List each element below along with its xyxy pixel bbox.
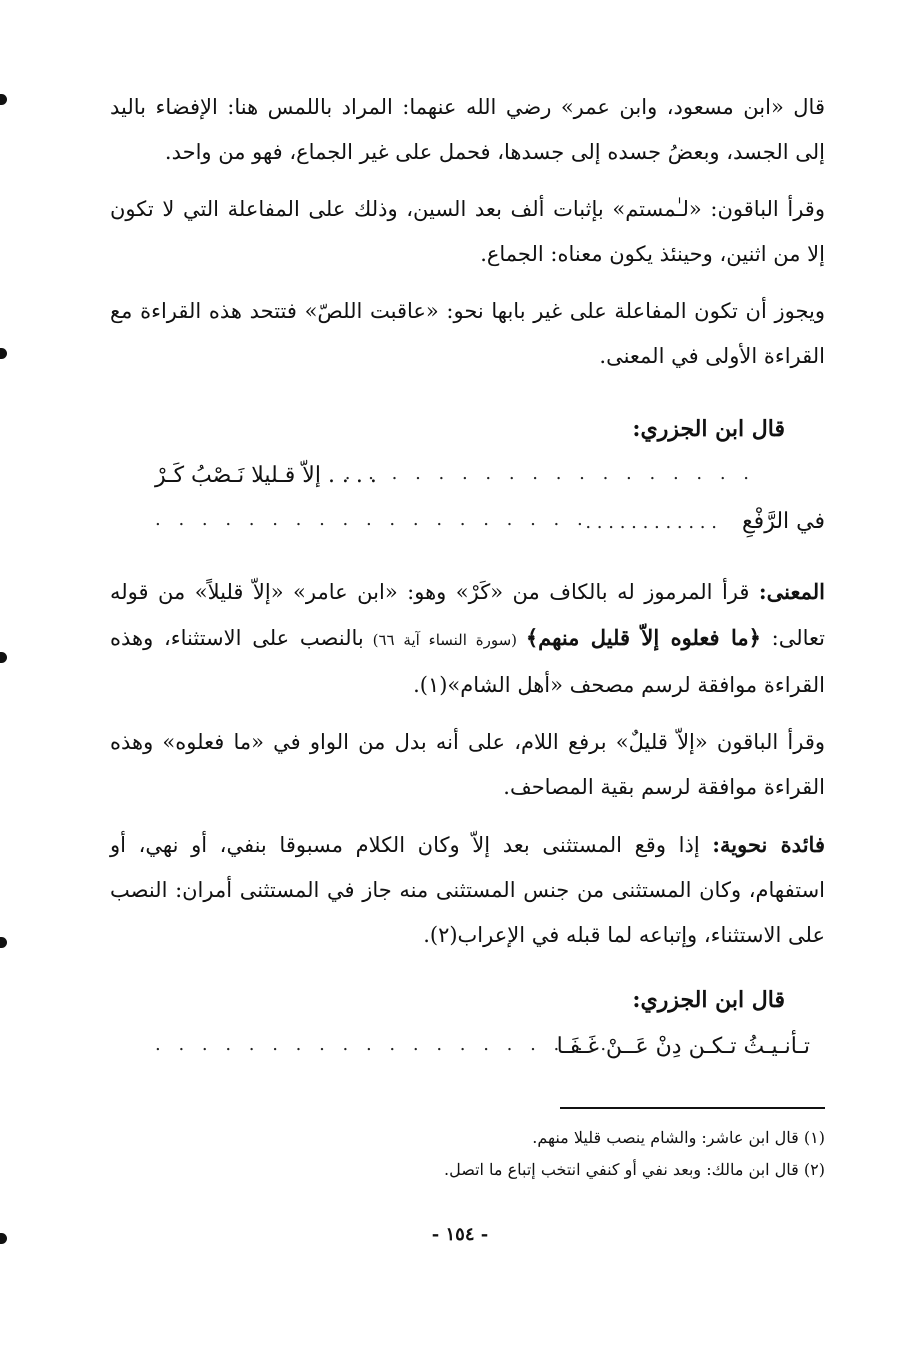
scan-edge-mark bbox=[0, 348, 7, 359]
meaning-label: المعنى: bbox=[758, 579, 825, 604]
paragraph: قال «ابن مسعود، وابن عمر» رضي الله عنهما: المراد باللمس هنا: الإفضاء باليد إلى الجسد، وبعضُ جسده إلى جسدها، فحمل على غير الجماع، فهو من واحد. bbox=[110, 95, 825, 164]
verse-line bbox=[110, 463, 825, 505]
footnotes bbox=[265, 1122, 825, 1186]
verse-dots: . . . . . . . . . . . . . . . . . . . bbox=[155, 509, 589, 530]
meaning-text: قرأ المرموز له بالكاف من «كَرْ» وهو: «ابن عامر» «إلاّ قليلاً» من قوله تعالى: bbox=[110, 580, 826, 650]
scan-edge-mark bbox=[0, 937, 7, 948]
scan-edge-mark bbox=[0, 94, 7, 105]
grammar-note-label: فائدة نحوية: bbox=[712, 832, 825, 857]
verse-dots: . . . . . . . . . . . . . . . . . . bbox=[344, 463, 755, 484]
meaning-text-end: بالنصب على الاستثناء، وهذه القراءة موافقة لرسم مصحف «أهل الشام»(١). bbox=[110, 626, 825, 697]
section-heading: قال ابن الجزري: bbox=[632, 987, 785, 1013]
verse-text bbox=[585, 509, 825, 534]
verse-dots: . . . . . . . . . . . . . . . . . . . . bbox=[155, 1034, 613, 1055]
scan-edge-mark bbox=[0, 652, 7, 663]
footnote: (٢) قال ابن مالك: وبعد نفي أو كنفي انتخب إتباع ما اتصل. bbox=[443, 1160, 825, 1179]
footnote: (١) قال ابن عاشر: والشام ينصب قليلا منهم. bbox=[532, 1128, 825, 1147]
paragraph: وقرأ الباقون «إلاّ قليلٌ» برفع اللام، على أنه بدل من الواو في «ما فعلوه» وهذه القراءة موافقة لرسم بقية المصاحف. bbox=[110, 730, 825, 799]
grammar-note-text: إذا وقع المستثنى بعد إلاّ وكان الكلام مسبوقا بنفي، أو نهي، أو استفهام، وكان المستثنى من جنس المستثنى منه جاز في المستثنى أمران: النصب على الاستثناء، وإتباعه لما قبله في الإعراب(٢). bbox=[110, 833, 825, 947]
verse-phrase: في الرَّفْعِ bbox=[741, 509, 825, 534]
page-number: - ١٥٤ - bbox=[431, 1224, 489, 1245]
paragraph: وقرأ الباقون: «لـٰمستم» بإثبات ألف بعد السين، وذلك على المفاعلة التي لا تكون إلا من اثنين، وحينئذ يكون معناه: الجماع. bbox=[110, 197, 825, 266]
verse-text: تـأنـيـثُ تـكـن دِنْ عَــنْ غَـفَـا bbox=[556, 1034, 810, 1059]
verse-text: . . . . إلاّ قـليلا نَـصْبُ كَـرْ bbox=[155, 463, 377, 488]
section-heading: قال ابن الجزري: bbox=[632, 416, 785, 442]
grammar-note bbox=[110, 822, 825, 958]
verse-dots: . . . . . . . . . . . . bbox=[585, 512, 717, 533]
page-body bbox=[110, 85, 825, 1076]
quran-verse: ﴿ما فعلوه إلاّ قليل منهم﴾ bbox=[525, 625, 761, 650]
footnote-separator bbox=[560, 1107, 825, 1109]
paragraph: ويجوز أن تكون المفاعلة على غير بابها نحو: «عاقبت اللصّ» فتتحد هذه القراءة مع القراءة الأولى في المعنى. bbox=[110, 299, 825, 368]
verse-line bbox=[110, 509, 825, 551]
meaning-paragraph bbox=[110, 569, 825, 708]
verse-line bbox=[110, 1034, 825, 1076]
surah-reference: (سورة النساء آية ٦٦) bbox=[363, 631, 526, 649]
